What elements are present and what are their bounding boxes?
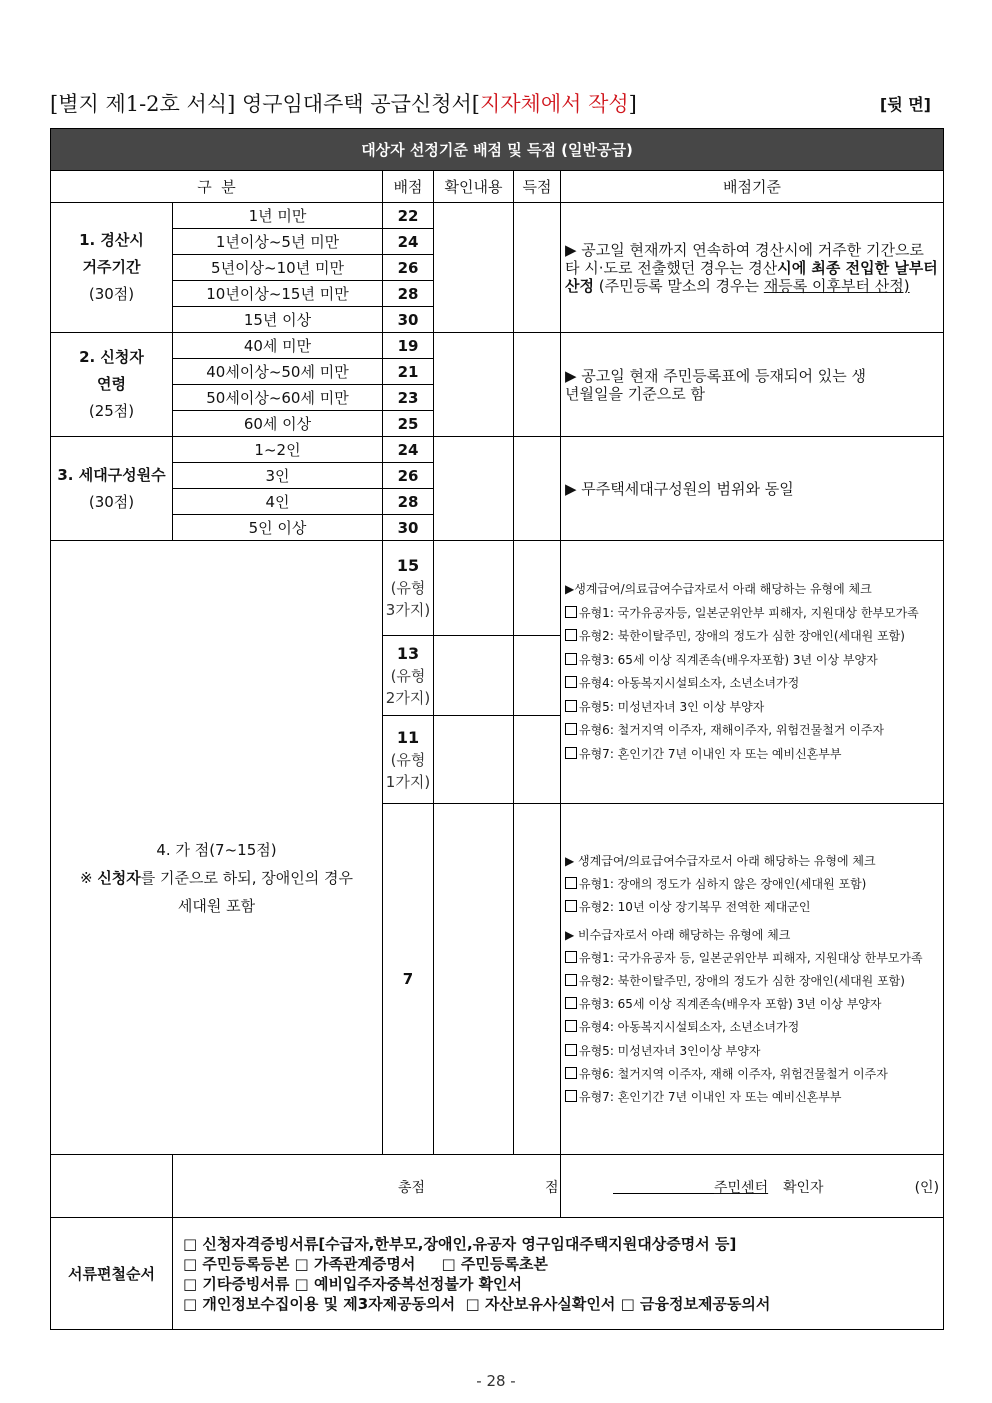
age-points: 25 [383,411,434,437]
community-center: 주민센터 [714,1180,769,1196]
household-points: 30 [383,515,434,541]
checkbox-item[interactable]: 유형6: 철거지역 이주자, 재해이주자, 위험건물철거 이주자 [565,719,941,743]
bonus-verification-cell[interactable] [434,716,514,804]
documents-row [51,1218,944,1330]
checkbox-icon[interactable] [565,747,577,759]
residence-criteria: ▶ 공고일 현재까지 연속하여 경산시에 거주한 기간으로 타 시·도로 전출했던 경우는 경산시에 최종 전입한 날부터 산정 (주민등록 말소의 경우는 재등록 이후부터 산정) [561,203,944,333]
bonus-lower-heading: ▶ 생계급여/의료급여수급자로서 아래 해당하는 유형에 체크 [565,854,876,868]
residence-points: 28 [383,281,434,307]
checkbox-icon[interactable] [565,1020,577,1032]
household-category: 3. 세대구성원수 (30점) [51,437,173,541]
title-highlight: 지자체에서 작성 [479,92,629,116]
residence-verification-cell[interactable] [434,203,514,333]
document-line[interactable]: □ 주민등록등본 □ 가족관계증명서 □ 주민등록초본 [183,1254,548,1273]
checkbox-icon[interactable] [565,676,577,688]
confirmer-label: 확인자 [783,1180,824,1196]
checkbox-item[interactable]: 유형1: 국가유공자등, 일본군위안부 피해자, 지원대상 한부모가족 [565,602,941,626]
checkbox-item[interactable]: 유형2: 북한이탈주민, 장애의 정도가 심한 장애인(세대원 포함) [565,970,941,993]
residence-points: 26 [383,255,434,281]
age-option: 60세 이상 [173,411,383,437]
residence-option: 10년이상~15년 미만 [173,281,383,307]
residence-points: 22 [383,203,434,229]
checkbox-item[interactable]: 유형4: 아동복지시설퇴소자, 소년소녀가정 [565,1016,941,1039]
residence-option: 15년 이상 [173,307,383,333]
bonus-points-7: 7 [383,804,434,1155]
bonus-category: 4. 가 점(7~15점) ※ 신청자를 기준으로 하되, 장애인의 경우 세대원 포함 [51,541,383,1155]
bonus-points-15: 15 (유형 3가지) [383,541,434,636]
age-option: 40세 미만 [173,333,383,359]
total-blank [51,1155,173,1218]
checkbox-icon[interactable] [565,606,577,618]
residence-score-cell[interactable] [514,203,561,333]
col-score: 득점 [514,171,561,203]
form-header [50,88,943,118]
checkbox-item[interactable]: 유형5: 미성년자녀 3인이상 부양자 [565,1040,941,1063]
bonus-upper-criteria [561,541,944,804]
document-line[interactable]: □ 기타증빙서류 □ 예비입주자중복선정불가 확인서 [183,1274,523,1293]
col-category: 구 분 [51,171,383,203]
age-score-cell[interactable] [514,333,561,437]
total-score-cell[interactable] [173,1155,561,1218]
age-option: 50세이상~60세 미만 [173,385,383,411]
bonus-points-11: 11 (유형 1가지) [383,716,434,804]
bonus-points-13: 13 (유형 2가지) [383,636,434,716]
document-line[interactable]: □ 신청자격증빙서류[수급자,한부모,장애인,유공자 영구임대주택지원대상증명서 등] [183,1234,737,1253]
checkbox-icon[interactable] [565,974,577,986]
bonus-verification-cell[interactable] [434,804,514,1155]
bonus-score-cell[interactable] [514,541,561,636]
residence-category: 1. 경산시 거주기간 (30점) [51,203,173,333]
total-row [51,1155,944,1218]
checkbox-item[interactable]: 유형3: 65세 이상 직계존속(배우자 포함) 3년 이상 부양자 [565,993,941,1016]
age-points: 23 [383,385,434,411]
bonus-lower-heading: ▶ 비수급자로서 아래 해당하는 유형에 체크 [565,927,791,942]
household-verification-cell[interactable] [434,437,514,541]
residence-option: 5년이상~10년 미만 [173,255,383,281]
household-option: 4인 [173,489,383,515]
bonus-score-cell[interactable] [514,636,561,716]
age-criteria: ▶ 공고일 현재 주민등록표에 등재되어 있는 생년월일을 기준으로 함 [561,333,944,437]
scoring-table [50,128,944,1330]
table-row [51,541,944,636]
checkbox-item[interactable]: 유형2: 10년 이상 장기복무 전역한 제대군인 [565,896,941,919]
household-option: 3인 [173,463,383,489]
back-side-label: [뒷 면] [879,95,931,114]
checkbox-icon[interactable] [565,700,577,712]
bonus-lower-criteria [561,804,944,1155]
col-points: 배점 [383,171,434,203]
age-points: 19 [383,333,434,359]
household-points: 24 [383,437,434,463]
checkbox-item[interactable]: 유형1: 국가유공자 등, 일본군위안부 피해자, 지원대상 한부모가족 [565,947,941,970]
checkbox-icon[interactable] [565,1067,577,1079]
table-banner: 대상자 선정기준 배점 및 득점 (일반공급) [51,129,944,171]
col-criteria: 배점기준 [561,171,944,203]
checkbox-icon[interactable] [565,900,577,912]
table-banner-row [51,129,944,171]
checkbox-icon[interactable] [565,951,577,963]
documents-label: 서류편철순서 [51,1218,173,1330]
table-row [51,203,944,229]
documents-list [173,1218,944,1330]
household-points: 28 [383,489,434,515]
col-verification: 확인내용 [434,171,514,203]
checkbox-icon[interactable] [565,877,577,889]
household-score-cell[interactable] [514,437,561,541]
bonus-verification-cell[interactable] [434,636,514,716]
checkbox-icon[interactable] [565,997,577,1009]
age-points: 21 [383,359,434,385]
column-header-row [51,171,944,203]
table-row [51,437,944,463]
residence-option: 1년이상~5년 미만 [173,229,383,255]
checkbox-item[interactable]: 유형6: 철거지역 이주자, 재해 이주자, 위험건물철거 이주자 [565,1063,941,1086]
checkbox-icon[interactable] [565,723,577,735]
age-verification-cell[interactable] [434,333,514,437]
total-label: 총점 [398,1180,426,1196]
age-option: 40세이상~50세 미만 [173,359,383,385]
household-criteria: ▶ 무주택세대구성원의 범위와 동일 [561,437,944,541]
checkbox-item[interactable]: 유형7: 혼인기간 7년 이내인 자 또는 예비신혼부부 [565,743,941,767]
household-option: 5인 이상 [173,515,383,541]
form-title: [별지 제1-2호 서식] 영구임대주택 공급신청서[지자체에서 작성] [50,92,637,116]
residence-option: 1년 미만 [173,203,383,229]
residence-points: 24 [383,229,434,255]
household-option: 1~2인 [173,437,383,463]
age-category: 2. 신청자 연령 (25점) [51,333,173,437]
checkbox-icon[interactable] [565,653,577,665]
total-unit: 점 [545,1180,559,1196]
seal-mark: (인) [914,1180,940,1196]
checkbox-item[interactable]: 유형3: 65세 이상 직계존속(배우자포함) 3년 이상 부양자 [565,649,941,673]
checkbox-item[interactable]: 유형2: 북한이탈주민, 장애의 정도가 심한 장애인(세대원 포함) [565,625,941,649]
bonus-score-cell[interactable] [514,804,561,1155]
document-line[interactable]: □ 개인정보수집이용 및 제3자제공동의서 □ 자산보유사실확인서 □ 금융정보제공동의서 [183,1294,771,1313]
checkbox-item[interactable]: 유형7: 혼인기간 7년 이내인 자 또는 예비신혼부부 [565,1086,941,1109]
checkbox-item[interactable]: 유형1: 장애의 정도가 심하지 않은 장애인(세대원 포함) [565,873,941,896]
checkbox-item[interactable]: 유형4: 아동복지시설퇴소자, 소년소녀가정 [565,672,941,696]
bonus-verification-cell[interactable] [434,541,514,636]
residence-points: 30 [383,307,434,333]
confirmation-cell[interactable] [561,1155,944,1218]
bonus-upper-heading: ▶생계급여/의료급여수급자로서 아래 해당하는 유형에 체크 [565,582,872,596]
checkbox-icon[interactable] [565,1044,577,1056]
checkbox-icon[interactable] [565,1090,577,1102]
household-points: 26 [383,463,434,489]
checkbox-item[interactable]: 유형5: 미성년자녀 3인 이상 부양자 [565,696,941,720]
table-row [51,333,944,359]
bonus-score-cell[interactable] [514,716,561,804]
checkbox-icon[interactable] [565,629,577,641]
page-number: - 28 - [476,1372,516,1390]
